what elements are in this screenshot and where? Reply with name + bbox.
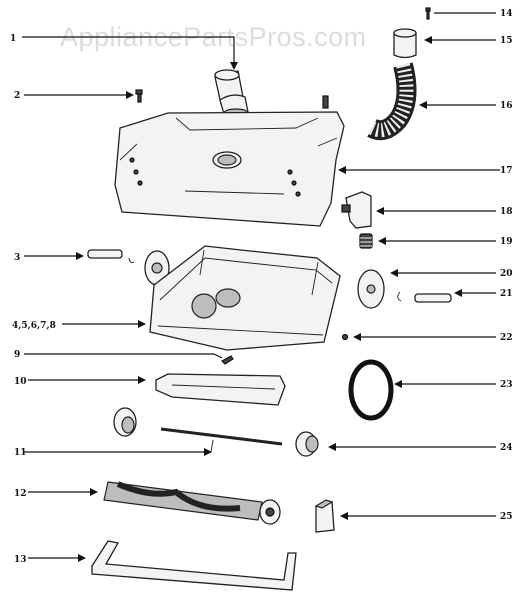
svg-text:25: 25 bbox=[500, 512, 513, 522]
part-23-belt[interactable] bbox=[351, 362, 391, 418]
part-19-spring[interactable] bbox=[360, 234, 372, 248]
callout-3 bbox=[14, 252, 84, 263]
callout-12 bbox=[14, 488, 98, 499]
svg-text:4,5,6,7,8: 4,5,6,7,8 bbox=[12, 321, 56, 331]
callout-10 bbox=[14, 376, 146, 387]
callout-13 bbox=[14, 554, 86, 565]
callout-20 bbox=[390, 269, 513, 279]
part-11-shaft[interactable] bbox=[161, 429, 282, 452]
svg-text:15: 15 bbox=[500, 36, 513, 46]
part-20-wheel[interactable] bbox=[358, 270, 384, 308]
part-16-hose[interactable] bbox=[372, 65, 407, 130]
callout-22 bbox=[353, 333, 513, 343]
part-9-pin[interactable] bbox=[222, 356, 233, 364]
callout-11 bbox=[14, 448, 212, 458]
callout-15 bbox=[424, 36, 513, 46]
svg-text:21: 21 bbox=[500, 289, 513, 299]
part-12-brushroll[interactable] bbox=[104, 482, 280, 524]
callout-16 bbox=[419, 101, 513, 111]
svg-text:9: 9 bbox=[14, 350, 21, 360]
svg-text:17: 17 bbox=[500, 166, 513, 176]
watermark-text: AppliancePartsPros.com bbox=[60, 22, 367, 52]
svg-text:13: 13 bbox=[14, 555, 27, 565]
part-3-axle[interactable] bbox=[88, 250, 134, 263]
brush-end-cap-left bbox=[114, 408, 136, 436]
callout-9 bbox=[14, 350, 222, 360]
svg-text:22: 22 bbox=[500, 333, 513, 343]
callout-21 bbox=[454, 289, 513, 299]
callout-18 bbox=[376, 207, 513, 217]
part-21-axle[interactable] bbox=[398, 292, 451, 302]
callout-25 bbox=[340, 512, 513, 522]
svg-text:12: 12 bbox=[14, 489, 27, 499]
part-10-bottom-plate[interactable] bbox=[156, 374, 285, 405]
svg-text:16: 16 bbox=[500, 101, 513, 111]
svg-text:2: 2 bbox=[14, 91, 21, 101]
svg-text:10: 10 bbox=[14, 377, 27, 387]
part-2-screw[interactable] bbox=[136, 90, 142, 102]
callout-17 bbox=[338, 166, 513, 176]
part-18-latch[interactable] bbox=[342, 192, 371, 228]
part-22-screw[interactable] bbox=[343, 335, 348, 340]
callout-23 bbox=[394, 380, 513, 390]
callout-2 bbox=[14, 91, 134, 101]
part-24-end-cap[interactable] bbox=[296, 432, 318, 456]
part-14-screw[interactable] bbox=[426, 8, 430, 19]
part-13-bumper[interactable] bbox=[92, 541, 296, 590]
svg-text:3: 3 bbox=[14, 253, 21, 263]
callout-14 bbox=[434, 9, 513, 19]
part-15-connector[interactable] bbox=[394, 29, 416, 58]
callout-4-8 bbox=[12, 320, 146, 331]
svg-text:24: 24 bbox=[500, 443, 513, 453]
svg-text:1: 1 bbox=[10, 34, 17, 44]
part-1-swivel-neck[interactable] bbox=[215, 70, 248, 117]
hood-screw-icon bbox=[323, 96, 328, 108]
part-25-clip[interactable] bbox=[316, 500, 334, 532]
svg-text:23: 23 bbox=[500, 380, 513, 390]
svg-text:20: 20 bbox=[500, 269, 513, 279]
callout-24 bbox=[328, 443, 513, 453]
svg-text:14: 14 bbox=[500, 9, 513, 19]
callout-19 bbox=[378, 237, 513, 247]
part-4-8-base[interactable] bbox=[150, 246, 340, 350]
svg-text:11: 11 bbox=[14, 448, 27, 458]
svg-text:18: 18 bbox=[500, 207, 513, 217]
svg-text:19: 19 bbox=[500, 237, 513, 247]
part-17-hood[interactable] bbox=[115, 112, 344, 226]
